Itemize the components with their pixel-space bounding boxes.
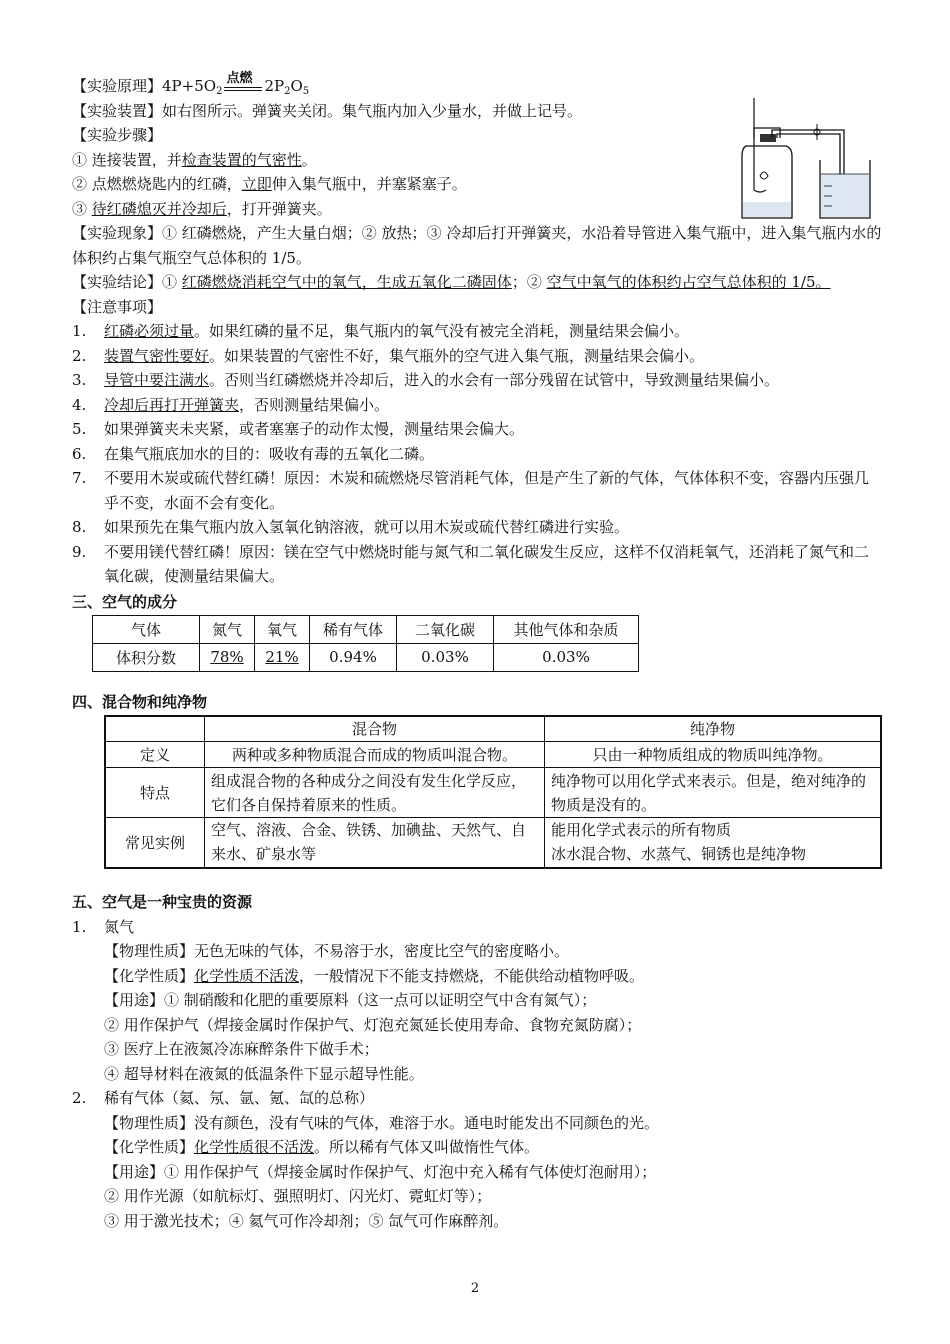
device-line: 【实验装置】如右图所示。弹簧夹关闭。集气瓶内加入少量水，并做上记号。 xyxy=(72,101,583,120)
table-row: 特点 组成混合物的各种成分之间没有发生化学反应，它们各自保持着原来的性质。 纯净物可以用化学式来表示。但是，绝对纯净的物质是没有的。 xyxy=(105,768,881,818)
table-row: 混合物 纯净物 xyxy=(105,716,881,742)
list-item: 5. 如果弹簧夹未夹紧，或者塞塞子的动作太慢，测量结果会偏大。 xyxy=(72,420,525,438)
principle-label: 【实验原理】 xyxy=(72,77,163,95)
document-page: 【实验原理】$4P+5O_2$ 点燃 $2P_2O_5$ 【实验装置】如右图所示。弹簧夹关闭。集气瓶内加入少量水，并做上记号。 【实验步骤】 ① 连接装置，并检查装置的气密性。 ② 点燃燃烧匙内的红磷，立即伸入集气瓶中，并塞紧塞子。 ③ 待红磷熄灭并冷却后，打开弹簧夹。 【实验现象】① 红磷燃烧，产生大量白烟；② 放热；③ 冷却后打开弹簧夹，水沿着导管进入集气瓶中，进入集气瓶内水的体积约占集气瓶空气总体积的 1/5。 【实验结论】① 红磷燃烧消耗空气中的氧气，生成五氧化二磷固体；② 空气中氧气的体积约占空气总体积的 1/5。 【注意事项】 1. 红磷必须过量。如果红磷的量不足，集气瓶内的氧气没有被完全消耗，测量结果会偏小。 2. 装置气密性要好。如果装置的气密性不好，集气瓶外的空气进入集气瓶，测量结果会偏小。 3. 导管中要注满水。否则当红磷燃烧并冷却后，进入的水会有一部分残留在试管中，导致测量结果偏小。 4. 冷却后再打开弹簧夹，否则测量结果偏小。 5. 如果弹簧夹未夹紧，或者塞塞子的动作太慢，测量结果会偏大。 6. 在集气瓶底加水的目的：吸收有毒的五氧化二磷。 7. 不要用木炭或硫代替红磷！原因：木炭和硫燃烧尽管消耗气体，但是产生了新的气体，气体体积不变，容器内压强几乎不变，水面不会有变化。 8. 如果预先在集气瓶内放入氢氧化钠溶液，就可以用木炭或硫代替红磷进行实验。 9. 不要用镁代替红磷！原因：镁在空气中燃烧时能与氮气和二氧化碳发生反应，这样不仅消耗氧气，还消耗了氮气和二氧化碳，使测量结果偏大。 三、空气的成分 气体 氮气 氧气 稀有气体 二氧化碳 其他气体和杂质 体积分数 78% 21% 0.94% 0.03% 0.03% 四、混合物和纯净物 混合物 纯净物 定义 两种或多种物质混合而成的物质叫混合物。 只由一种物质组成的物质叫纯净物。 特点 组成混合物的各种成分之间没有发生化学反应，它们各自保持着原来的性质。 纯净物可以用化学式来表示。但是，绝对纯净的物质是没有的。 常见实例 空气、溶液、合金、铁锈、加碘盐、天然气、自来水、矿泉水等 能用化学式表示的所有物质 冰水混合物、水蒸气、铜锈也是纯净物 五、空气是一种宝贵的资源 1. 氮气 【物理性质】无色无味的气体，不易溶于水，密度比空气的密度略小。 【化学性质】化学性质不活泼，一般情况下不能支持燃烧，不能供给动植物呼吸。 【用途】① 制硝酸和化肥的重要原料（这一点可以证明空气中含有氮气）； ② 用作保护气（焊接金属时作保护气、灯泡充氮延长使用寿命、食物充氮防腐）； ③ 医疗上在液氮冷冻麻醉条件下做手术； ④ 超导材料在液氮的低温条件下显示超导性能。 2. 稀有气体（氦、氖、氩、氪、氙的总称） 【物理性质】没有颜色，没有气味的气体，难溶于水。通电时能发出不同颜色的光。 【化学性质】化学性质很不活泼。所以稀有气体又叫做惰性气体。 【用途】① 用作保护气（焊接金属时作保护气、灯泡中充入稀有气体使灯泡耐用）； ② 用作光源（如航标灯、强照明灯、闪光灯、霓虹灯等）； ③ 用于激光技术；④ 氦气可作冷却剂；⑤ 氙气可作麻醉剂。 xyxy=(72,71,882,1230)
principle-line: 【实验原理】$4P+5O_2$ 点燃 $2P_2O_5$ xyxy=(72,71,310,97)
list-item: 2. 稀有气体（氦、氖、氩、氪、氙的总称） xyxy=(72,1089,375,1107)
section-5-title: 五、空气是一种宝贵的资源 xyxy=(72,892,253,911)
table-row: 气体 氮气 氧气 稀有气体 二氧化碳 其他气体和杂质 xyxy=(93,615,639,643)
list-item: 4. 冷却后再打开弹簧夹，否则测量结果偏小。 xyxy=(72,395,390,414)
notes-label: 【注意事项】 xyxy=(72,297,163,316)
list-item: 2. 装置气密性要好。如果装置的气密性不好，集气瓶外的空气进入集气瓶，测量结果会偏小。 xyxy=(72,346,705,365)
equation-left: 4P+5O xyxy=(162,77,217,95)
air-composition-table xyxy=(92,615,639,672)
conclusion-line: 【实验结论】① 红磷燃烧消耗空气中的氧气，生成五氧化二磷固体；② 空气中氧气的体积约占空气总体积的 1/5。 xyxy=(72,273,831,291)
apparatus-diagram xyxy=(732,90,882,226)
step-3: ③ 待红磷熄灭并冷却后，打开弹簧夹。 xyxy=(72,199,332,218)
list-item: 1. 氮气 xyxy=(72,917,135,936)
phenomenon-paragraph: 【实验现象】① 红磷燃烧，产生大量白烟；② 放热；③ 冷却后打开弹簧夹，水沿着导管进入集气瓶中，进入集气瓶内水的体积约占集气瓶空气总体积的 1/5。 xyxy=(72,224,882,267)
page-number: 2 xyxy=(470,1281,480,1296)
step-2: ② 点燃燃烧匙内的红磷，立即伸入集气瓶中，并塞紧塞子。 xyxy=(72,175,467,193)
list-item: 1. 红磷必须过量。如果红磷的量不足，集气瓶内的氧气没有被完全消耗，测量结果会偏小。 xyxy=(72,322,690,340)
section-4-title: 四、混合物和纯净物 xyxy=(72,692,208,711)
table-row: 定义 两种或多种物质混合而成的物质叫混合物。 只由一种物质组成的物质叫纯净物。 xyxy=(105,742,881,768)
list-item: 9. 不要用镁代替红磷！原因：镁在空气中燃烧时能与氮气和二氧化碳发生反应，这样不仅消耗氧气，还消耗了氮气和二氧化碳，使测量结果偏大。 xyxy=(72,542,870,585)
table-row: 常见实例 空气、溶液、合金、铁锈、加碘盐、天然气、自来水、矿泉水等 能用化学式表示的所有物质 冰水混合物、水蒸气、铜锈也是纯净物 xyxy=(105,818,881,868)
table-row: 体积分数 78% 21% 0.94% 0.03% 0.03% xyxy=(93,643,639,671)
list-item: 8. 如果预先在集气瓶内放入氢氧化钠溶液，就可以用木炭或硫代替红磷进行实验。 xyxy=(72,518,630,536)
mixture-pure-table xyxy=(104,715,882,869)
equation-right: 2P xyxy=(264,77,285,95)
list-item: 7. 不要用木炭或硫代替红磷！原因：木炭和硫燃烧尽管消耗气体，但是产生了新的气体，气体体积不变，容器内压强几乎不变，水面不会有变化。 xyxy=(72,469,870,512)
step-1: ① 连接装置，并检查装置的气密性。 xyxy=(72,150,317,169)
notes-list xyxy=(72,319,882,589)
list-item: 6. 在集气瓶底加水的目的：吸收有毒的五氧化二磷。 xyxy=(72,444,435,463)
section-3-title: 三、空气的成分 xyxy=(72,592,178,611)
steps-label: 【实验步骤】 xyxy=(72,126,163,144)
reaction-condition-equals: 点燃 xyxy=(224,79,262,95)
list-item: 3. 导管中要注满水。否则当红磷燃烧并冷却后，进入的水会有一部分残留在试管中，导致测量结果偏小。 xyxy=(72,371,780,389)
